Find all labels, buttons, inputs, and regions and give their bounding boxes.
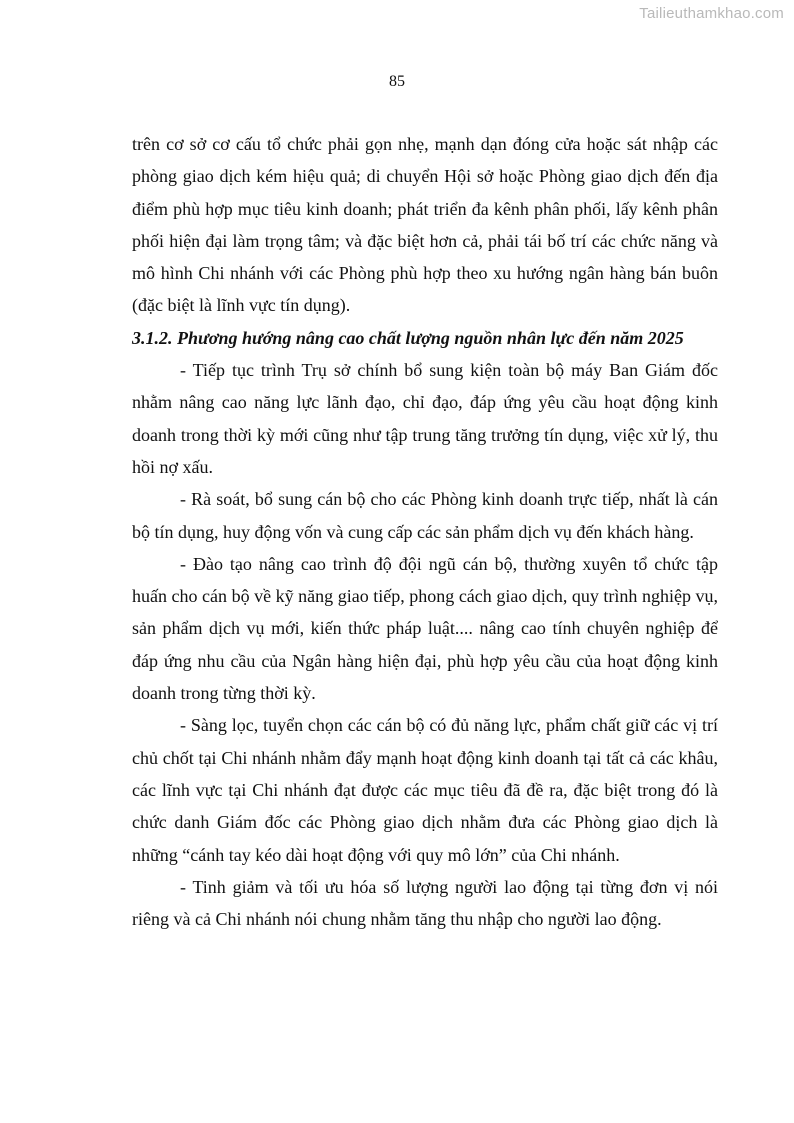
list-item: - Tiếp tục trình Trụ sở chính bổ sung kiện toàn bộ máy Ban Giám đốc nhằm nâng cao năng lực lãnh đạo, chỉ đạo, đáp ứng yêu cầu hoạt động kinh doanh trong thời kỳ mới cũng như tập trung tăng trưởng tín dụng, việc xử lý, thu hồi nợ xấu. bbox=[132, 360, 718, 477]
list-item: - Rà soát, bổ sung cán bộ cho các Phòng kinh doanh trực tiếp, nhất là cán bộ tín dụng, huy động vốn và cung cấp các sản phẩm dịch vụ đến khách hàng. bbox=[132, 489, 718, 542]
intro-paragraph: trên cơ sở cơ cấu tổ chức phải gọn nhẹ, mạnh dạn đóng cửa hoặc sát nhập các phòng giao dịch kém hiệu quả; di chuyển Hội sở hoặc Phòng giao dịch đến địa điểm phù hợp mục tiêu kinh doanh; phát triển đa kênh phân phối, lấy kênh phân phối hiện đại làm trọng tâm; và đặc biệt hơn cả, phải tái bố trí các chức năng và mô hình Chi nhánh với các Phòng phù hợp theo xu hướng ngân hàng bán buôn (đặc biệt là lĩnh vực tín dụng). bbox=[132, 134, 718, 316]
page-number: 85 bbox=[389, 73, 405, 90]
watermark-text: Tailieuthamkhao.com bbox=[639, 5, 784, 22]
list-item: - Tinh giảm và tối ưu hóa số lượng người lao động tại từng đơn vị nói riêng và cả Chi nhánh nói chung nhằm tăng thu nhập cho người lao động. bbox=[132, 876, 718, 930]
document-body bbox=[132, 128, 718, 935]
list-item: - Sàng lọc, tuyển chọn các cán bộ có đủ năng lực, phẩm chất giữ các vị trí chủ chốt tại Chi nhánh nhằm đẩy mạnh hoạt động kinh doanh tại tất cả các khâu, các lĩnh vực tại Chi nhánh đạt được các mục tiêu đã đề ra, đặc biệt trong đó là chức danh Giám đốc các Phòng giao dịch nhằm đưa các Phòng giao dịch là những “cánh tay kéo dài hoạt động với quy mô lớn” của Chi nhánh. bbox=[132, 715, 718, 865]
section-heading: 3.1.2. Phương hướng nâng cao chất lượng nguồn nhân lực đến năm 2025 bbox=[132, 327, 684, 348]
list-item: - Đào tạo nâng cao trình độ đội ngũ cán bộ, thường xuyên tổ chức tập huấn cho cán bộ về kỹ năng giao tiếp, phong cách giao dịch, quy trình nghiệp vụ, sản phẩm dịch vụ mới, kiến thức pháp luật.... nâng cao tính chuyên nghiệp để đáp ứng nhu cầu của Ngân hàng hiện đại, phù hợp yêu cầu của hoạt động kinh doanh trong từng thời kỳ. bbox=[132, 553, 718, 704]
